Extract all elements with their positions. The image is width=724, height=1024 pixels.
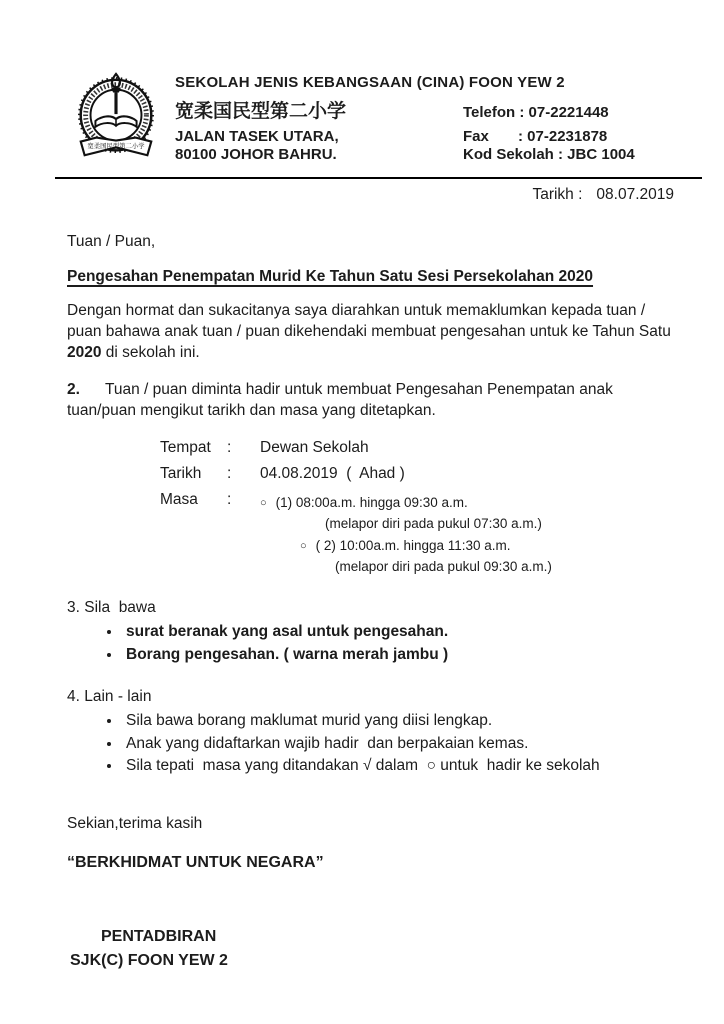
section-3-list	[0, 621, 676, 666]
telefon-line: Telefon : 07-2221448	[463, 104, 609, 121]
date-label: Tarikh :	[532, 186, 583, 203]
date-row	[0, 186, 674, 204]
tempat-label: Tempat	[160, 439, 211, 456]
section-3-title: 3. Sila bawa	[67, 599, 156, 616]
tarikh-row	[160, 465, 724, 483]
section-4-title: 4. Lain - lain	[67, 688, 152, 705]
letterhead	[66, 70, 704, 173]
tarikh-label: Tarikh	[160, 465, 202, 482]
address-line-2: 80100 JOHOR BAHRU.	[175, 146, 337, 163]
list-item: • Sila tepati masa yang ditandakan √ dalam ○ untuk hadir ke sekolah	[122, 755, 676, 778]
circle-option-icon: ○	[260, 497, 267, 509]
paragraph-1	[67, 300, 678, 363]
masa-row	[160, 491, 724, 577]
tempat-value: Dewan Sekolah	[260, 439, 369, 456]
school-name-chinese: 宽柔国民型第二小学	[175, 101, 347, 122]
paragraph-2	[67, 379, 678, 421]
masa-option-2-note: (melapor diri pada pukul 09:30 a.m.)	[335, 559, 552, 574]
fax-line: Fax : 07-2231878	[463, 128, 608, 145]
paragraph-1-text: Dengan hormat dan sukacitanya saya diarahkan untuk memaklumkan kepada tuan / puan bahawa anak tuan / puan dikehendaki membuat pengesahan untuk ke Tahun Satu	[67, 302, 676, 340]
closing-line: Sekian,terima kasih	[67, 814, 203, 832]
kod-sekolah-line: Kod Sekolah : JBC 1004	[463, 146, 635, 163]
masa-option-2-text: ( 2) 10:00a.m. hingga 11:30 a.m.	[315, 538, 511, 553]
masa-option-1-text: (1) 08:00a.m. hingga 09:30 a.m.	[275, 495, 468, 510]
signoff-line-2: SJK(C) FOON YEW 2	[70, 951, 228, 969]
paragraph-1-end: di sekolah ini.	[101, 344, 200, 361]
school-logo	[66, 70, 166, 173]
tempat-row	[160, 439, 724, 457]
date-value: 08.07.2019	[596, 186, 674, 203]
masa-colon: :	[227, 491, 232, 508]
list-item: • Borang pengesahan. ( warna merah jambu )	[122, 644, 676, 667]
slogan-line: “BERKHIDMAT UNTUK NEGARA”	[67, 853, 324, 871]
masa-option-1	[260, 493, 552, 514]
letterhead-text	[175, 70, 704, 173]
circle-option-icon: ○	[300, 540, 307, 552]
list-item: • surat beranak yang asal untuk pengesahan.	[122, 621, 676, 644]
section-4-list	[0, 710, 676, 778]
list-item: • Anak yang didaftarkan wajib hadir dan berpakaian kemas.	[122, 733, 676, 756]
masa-options	[260, 491, 552, 577]
masa-label: Masa	[160, 491, 198, 508]
tarikh-value: 04.08.2019 ( Ahad )	[260, 465, 405, 482]
school-crest-icon	[66, 70, 166, 168]
event-details	[160, 439, 724, 577]
masa-option-2	[300, 536, 552, 557]
signoff-block	[70, 925, 676, 973]
school-name: SEKOLAH JENIS KEBANGSAAN (CINA) FOON YEW 2	[175, 74, 565, 91]
paragraph-2-number: 2.	[67, 381, 80, 398]
svg-text:宽柔国民型第二小学: 宽柔国民型第二小学	[87, 141, 145, 150]
masa-option-1-note: (melapor diri pada pukul 07:30 a.m.)	[325, 516, 542, 531]
salutation: Tuan / Puan,	[67, 233, 156, 250]
paragraph-1-year: 2020	[67, 344, 102, 361]
paragraph-2-text: Tuan / puan diminta hadir untuk membuat Pengesahan Penempatan anak tuan/puan mengikut tarikh dan masa yang ditetapkan.	[67, 381, 618, 419]
list-item: • Sila bawa borang maklumat murid yang diisi lengkap.	[122, 710, 676, 733]
signoff-line-1: PENTADBIRAN	[101, 927, 217, 945]
address-line-1: JALAN TASEK UTARA,	[175, 128, 339, 145]
letterhead-divider	[55, 177, 702, 179]
subject-line: Pengesahan Penempatan Murid Ke Tahun Satu Sesi Persekolahan 2020	[67, 268, 594, 285]
tempat-colon: :	[227, 439, 232, 456]
tarikh-colon: :	[227, 465, 232, 482]
